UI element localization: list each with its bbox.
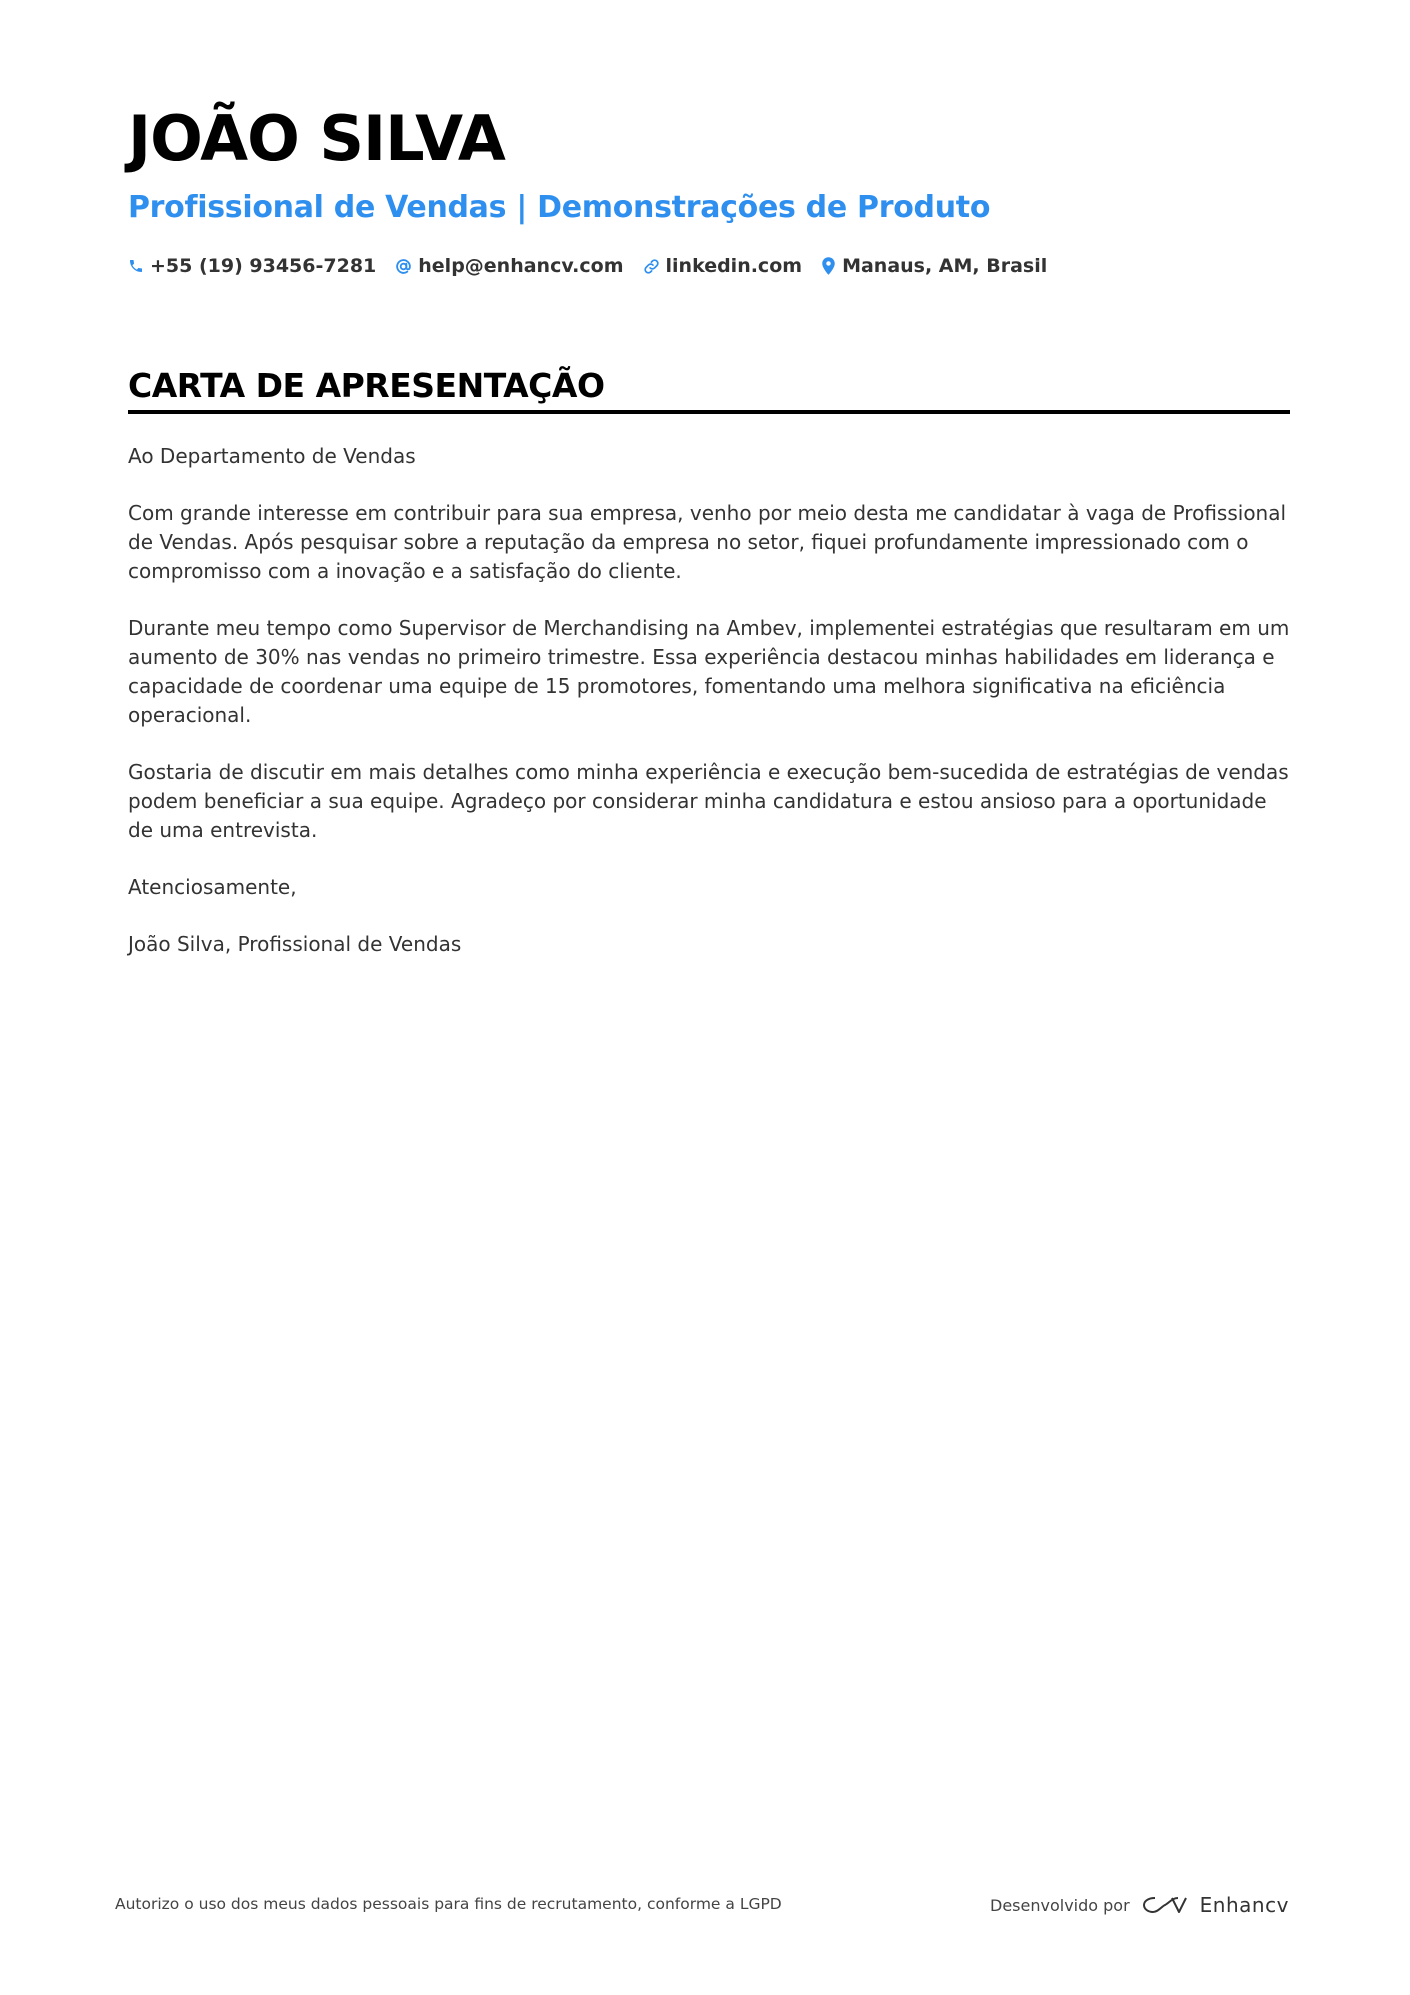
contact-bar — [128, 255, 1066, 277]
phone-text: +55 (19) 93456-7281 — [150, 255, 377, 277]
footer-consent: Autorizo o uso dos meus dados pessoais para fins de recrutamento, conforme a LGPD — [115, 1895, 782, 1913]
contact-email[interactable] — [395, 255, 623, 277]
link-icon — [643, 258, 660, 275]
contact-phone[interactable] — [128, 255, 376, 277]
section-title: CARTA DE APRESENTAÇÃO — [128, 366, 605, 405]
phone-icon — [128, 258, 144, 274]
location-pin-icon — [821, 257, 836, 275]
powered-by-label: Desenvolvido por — [990, 1895, 1130, 1915]
enhancv-logo-icon — [1142, 1894, 1188, 1916]
contact-location — [821, 255, 1047, 277]
brand-name: Enhancv — [1199, 1893, 1289, 1917]
letter-closing: Atenciosamente, — [128, 875, 297, 899]
letter-signature: João Silva, Profissional de Vendas — [128, 932, 462, 956]
footer-branding[interactable] — [990, 1893, 1289, 1917]
candidate-headline: Profissional de Vendas | Demonstrações de Produto — [128, 190, 991, 225]
letter-paragraph: Durante meu tempo como Supervisor de Merchandising na Ambev, implementei estratégias que resultaram em um aumento de 30% nas vendas no primeiro trimestre. Essa experiência destacou minhas habilidades em liderança e capacidade de coordenar uma equipe de 15 promotores, fomentando uma melhora significativa na eficiência operacional. — [128, 616, 1290, 727]
section-divider — [128, 410, 1290, 414]
contact-linkedin[interactable] — [643, 255, 803, 277]
letter-body — [128, 442, 1290, 987]
letter-paragraph: Com grande interesse em contribuir para sua empresa, venho por meio desta me candidatar à vaga de Profissional de Vendas. Após pesquisar sobre a reputação da empresa no setor, fiquei profundamente impressionado com o compromisso com a inovação e a satisfação do cliente. — [128, 501, 1287, 583]
at-icon — [395, 258, 412, 275]
letter-paragraph: Gostaria de discutir em mais detalhes como minha experiência e execução bem-sucedida de estratégias de vendas podem beneficiar a sua equipe. Agradeço por considerar minha candidatura e estou ansioso para a oportunidade de uma entrevista. — [128, 760, 1289, 842]
candidate-name: JOÃO SILVA — [128, 102, 505, 175]
email-text: help@enhancv.com — [418, 255, 624, 277]
linkedin-text: linkedin.com — [665, 255, 803, 277]
location-text: Manaus, AM, Brasil — [842, 255, 1048, 277]
letter-salutation: Ao Departamento de Vendas — [128, 444, 416, 468]
